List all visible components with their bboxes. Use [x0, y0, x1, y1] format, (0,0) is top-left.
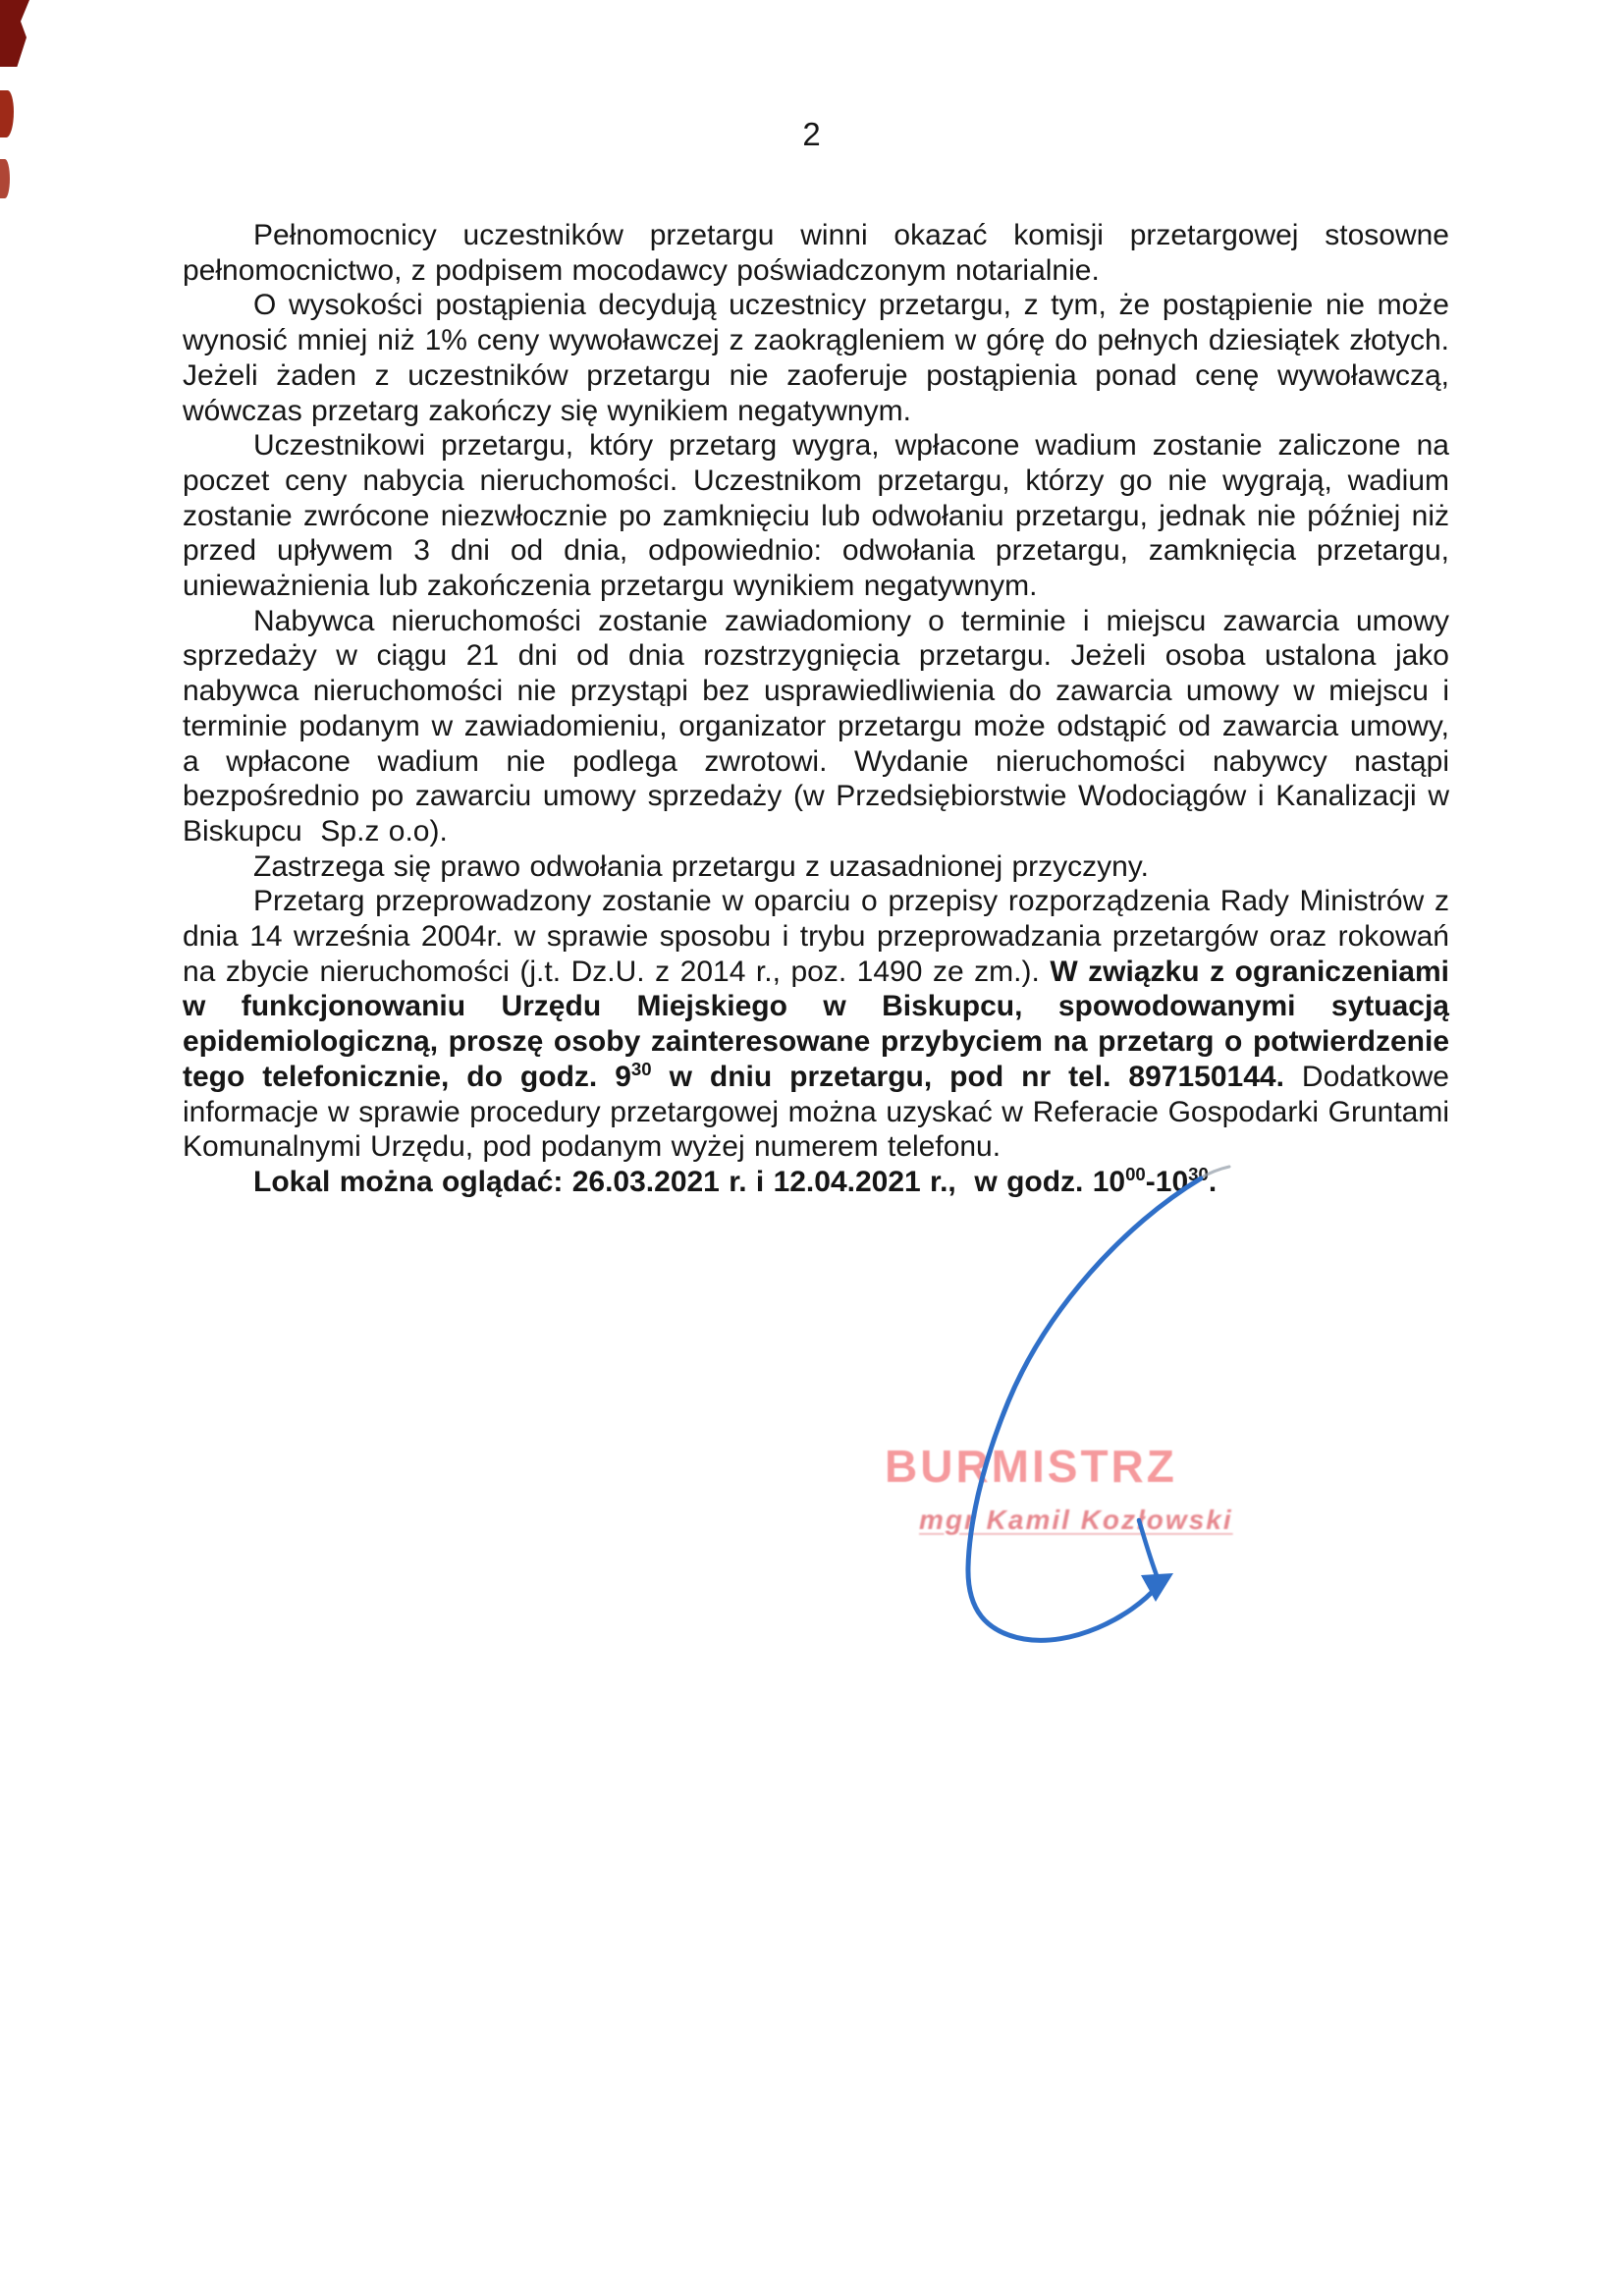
- scan-artifact-left-edge: [0, 159, 10, 198]
- signature-main-stroke: [968, 1178, 1201, 1640]
- scan-artifact-top-left: [0, 0, 29, 67]
- text-run: Lokal można oglądać: 26.03.2021 r. i 12.04.2021 r., w godz. 10: [253, 1165, 1126, 1198]
- paragraph: [183, 1165, 1449, 1200]
- paragraph: [183, 218, 1449, 288]
- paragraph: [183, 288, 1449, 428]
- document-body: [183, 218, 1449, 1200]
- text-run: Nabywca nieruchomości zostanie zawiadomiony o terminie i miejscu zawarcia umowy sprzedaży w ciągu 21 dni od dnia rozstrzygnięcia przetargu. Jeżeli osoba ustalona jako nabywca nieruchomości nie przystąpi bez usprawiedliwienia do zawarcia umowy w miejscu i terminie podanym w zawiadomieniu, organizator przetargu może odstąpić od zawarcia umowy, a wpłacone wadium nie podlega zwrotowi. Wydanie nieruchomości nabywcy nastąpi bezpośrednio po zawarciu umowy sprzedaży (w Przedsiębiorstwie Wodociągów i Kanalizacji w Biskupcu Sp.z o.o).: [183, 604, 1449, 847]
- text-run: Zastrzega się prawo odwołania przetargu z uzasadnionej przyczyny.: [253, 849, 1149, 883]
- superscript-text: 00: [1125, 1163, 1146, 1184]
- mayor-stamp-name: mgr Kamil Kozłowski: [919, 1504, 1233, 1535]
- text-run: Pełnomocnicy uczestników przetargu winni okazać komisji przetargowej stosowne pełnomocnictwo, z podpisem mocodawcy poświadczonym notarialnie.: [183, 219, 1449, 287]
- paragraph: [183, 428, 1449, 604]
- text-run: w dniu przetargu, pod nr tel. 897150144.: [651, 1060, 1284, 1093]
- page-number: 2: [802, 116, 822, 152]
- paragraph: [183, 604, 1449, 849]
- text-run: W związku z ograniczeniami w funkcjonowaniu Urzędu Miejskiego w Biskupcu, spowodowanymi sytuacją epidemiologiczną, proszę osoby zainteresowane przybyciem na przetarg o potwierdzenie tego telefonicznie, do godz. 9: [183, 955, 1450, 1093]
- text-run: Dodatkowe informacje w sprawie procedury przetargowej można uzyskać w Referacie Gospodarki Gruntami Komunalnymi Urzędu, pod podanym wyżej numerem telefonu.: [183, 1060, 1449, 1164]
- paragraph: [183, 849, 1449, 885]
- text-run: Przetarg przeprowadzony zostanie w oparciu o przepisy rozporządzenia Rady Ministrów z dnia 14 września 2004r. w sprawie sposobu i trybu przeprowadzania przetargów oraz rokowań na zbycie nieruchomości (j.t. Dz.U. z 2014 r., poz. 1490 ze zm.).: [183, 885, 1449, 988]
- superscript-text: 30: [1188, 1163, 1209, 1184]
- text-run: -10: [1145, 1165, 1189, 1198]
- signature-arrowhead: [1141, 1573, 1173, 1602]
- text-run: Uczestnikowi przetargu, który przetarg wygra, wpłacone wadium zostanie zaliczone na poczet ceny nabycia nieruchomości. Uczestnikom przetargu, którzy go nie wygrają, wadium zostanie zwrócone niezwłocznie po zamknięciu lub odwołaniu przetargu, jednak nie później niż przed upływem 3 dni od dnia, odpowiednio: odwołania przetargu, zamknięcia przetargu, unieważnienia lub zakończenia przetargu wynikiem negatywnym.: [183, 429, 1449, 603]
- mayor-stamp-title: BURMISTRZ: [885, 1441, 1177, 1492]
- text-run: O wysokości postąpienia decydują uczestnicy przetargu, z tym, że postąpienie nie może wynosić mniej niż 1% ceny wywoławczej z zaokrągleniem w górę do pełnych dziesiątek złotych. Jeżeli żaden z uczestników przetargu nie zaoferuje postąpienia ponad cenę wywoławczą, wówczas przetarg zakończy się wynikiem negatywnym.: [183, 289, 1449, 427]
- paragraph: [183, 884, 1449, 1165]
- text-run: .: [1208, 1165, 1218, 1198]
- superscript-text: 30: [630, 1058, 652, 1079]
